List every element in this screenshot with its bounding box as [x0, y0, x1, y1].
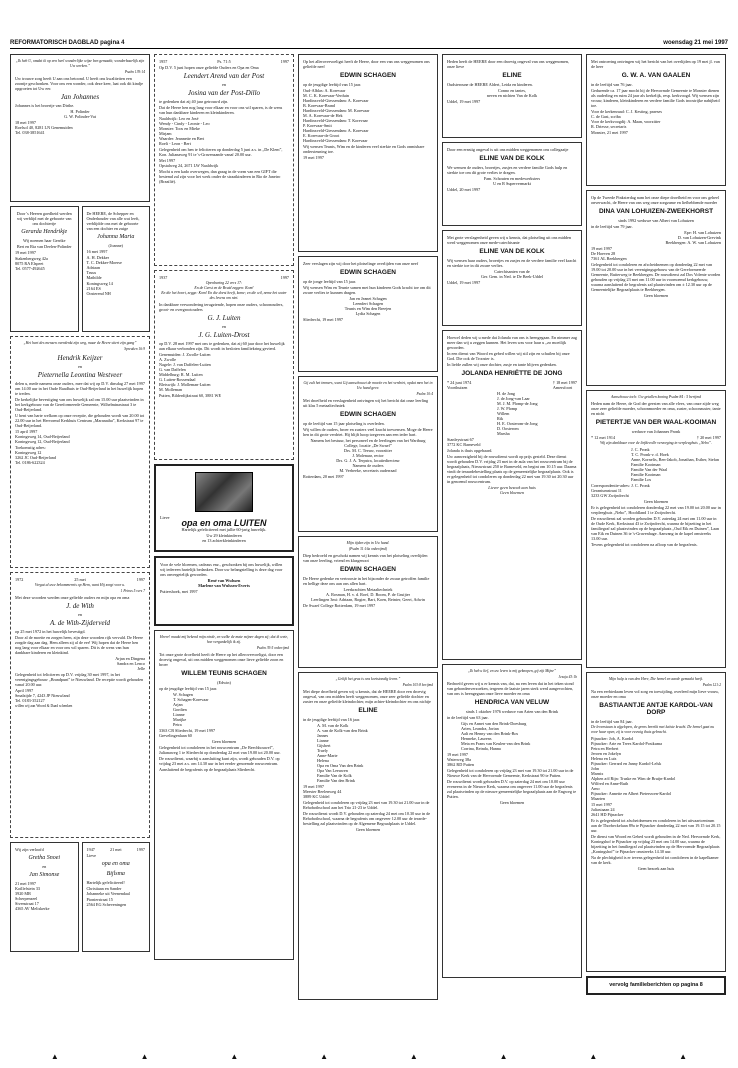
address-block: Correspondentie-adres: J. C. Pronk Geraniumstraat 11 3233 GW Zwijndrecht: [591, 483, 650, 498]
age-text: in de leeftijd van 76 jaar.: [591, 82, 633, 87]
laid-out-text: Jolanda is thuis opgebaard.: [447, 448, 493, 453]
family-names: W. Schagen T. Schagen-Korevaar Arjan Gordien Lianne Marijke Petra: [173, 692, 209, 727]
continued-notice: vervolg familieberichten op pagina 8: [586, 976, 726, 995]
column-2: [154, 54, 294, 1000]
announcement-text: Met droefheid en verslagenheid ontvingen wij het bericht dat onze leerling uit klas 5 metaaltechniek: [303, 398, 429, 408]
address-block: 21 mei 1997 Koillefstein 33 3920 MR Scherpenzeel Sivenstraat 17 4365 AV Meliskerke: [15, 881, 50, 911]
couple-title: opa en oma: [101, 861, 130, 867]
wishes-text: De Heere gedenke en vertrooste in het bijzonder de zwaar getroffen familie en hellige deze ons aan ons allen hart.: [303, 576, 430, 586]
registration-mark: ▲: [589, 1052, 598, 1061]
death-notice-willem-schagen: [154, 630, 294, 960]
widow-text: sinds 1 oktober 1976 weduwe van Arien van den Brink: [465, 709, 559, 714]
deceased-name: ELINE: [358, 707, 378, 714]
deceased-name: WILLEM TEUNIS SCHAGEN: [181, 670, 267, 677]
death-notice-eline: [298, 672, 438, 1000]
flowers-note: Geen bloemen: [499, 800, 525, 805]
family-names: H. de Jong J. de Jong-van Laar M. J. M. Plomp-de Jong J. W. Plomp Willem Rik H. E. Oosterom-de Jong D. Oosterom Marsha: [497, 391, 538, 436]
anniversary-years: [159, 275, 289, 280]
announcement-text: Tot onze grote droefheid heeft de Heere op het allerovervoeligst, door een droevig ongeval, uit ons midden weggenomen onze lieve geliefde zoon en broer: [159, 652, 284, 667]
bible-reference: 1 Petrus 5 vers 7: [120, 589, 145, 593]
birth-announcement-gerarda: [10, 206, 79, 332]
notice-date: De Swaef College Rotterdam, 19 mei 1997: [303, 603, 376, 608]
years-text: op D.V. 28 mei 1997 met ons te gedenken, dat zij 60 jaar door het huwelijk aan elkaar verbonden zijn. Dit wordt in besloten familiekring gevierd.: [159, 341, 285, 351]
thank-you-van-wulssen: [154, 556, 294, 626]
death-notice-edwin-cousins: [298, 256, 438, 372]
flowers-note: Geen bloemen: [211, 739, 237, 744]
anniversary-years: [15, 577, 145, 582]
age-text: in de leeftijd van 84 jaar.: [591, 719, 633, 724]
notice-date: 19 mei 1997: [303, 155, 324, 160]
notice-date: Uddel, 20 mei 1997: [447, 187, 481, 192]
greeting-text: Lieve: [86, 853, 97, 858]
announcement-text: Wij zijn verloofd: [15, 847, 44, 852]
memory-text: In liefde zullen wij onze dochter, zusje en tante blijven gedenken.: [447, 362, 557, 367]
address-block: 15 mei 1997 Juliastaaan 24 2641 HD Pijnacker: [591, 802, 624, 817]
service-text: Gedurende ca. 17 jaar mocht hij de Hervormde Gemeente te Monster dienen als ouderling en ruim 24 jaar als kerkelijk, resp. kerkvoogd. Wij wensen zijn vrouw, kinderen, kleinkinderen en verdere familie Gods troostrijke nabijheid toe.: [591, 88, 720, 108]
bible-quote: Openbaring 22 vers 17: En de Geest en de Bruid zeggen: Kom! En die het hoort, zegge: Kom! En die dorst heeft, kome; en die wil, neme het water des levens om niet.: [161, 281, 287, 300]
deceased-name: PIETERTJE VAN DER WAAL-KOOIMAN: [595, 419, 717, 426]
year-end: 1997: [280, 59, 289, 64]
deceased-name: ELINE: [502, 72, 522, 79]
deceased-nickname: (Edwin): [217, 680, 231, 685]
death-notice-edwin-school: [298, 376, 438, 532]
bible-quote: Mijn hulp is van den Here, Die hemel en aarde gemaakt heeft.: [608, 677, 704, 681]
anniversary-years: [87, 847, 146, 852]
deceased-name: JOLANDA HENRIËTTE DE JONG: [461, 370, 563, 377]
announcement-text: Door 's Heeren goedheid werden wij verblijd met de geboorte van ons dochtertje: [16, 211, 72, 226]
death-notice-edwin-family: [298, 54, 438, 252]
reception-text: U bent van harte welkom op onze receptie, die gehouden wordt van 20.00 tot 22.00 uur in het Hervormd Kerkhuis Centrum „Maranatha”, Kerkstraat 97 te Oud-Beijerland.: [15, 413, 145, 428]
burial-text: Aansluitend de begrafenis op de begraafplaats Sliedrecht.: [159, 767, 256, 772]
family-text: Oudsteroune de HEERE Aldert, Leida en kinderen.: [447, 82, 533, 87]
condolence-text: Gelegenheid tot condoleren op vrijdag 23 mei van 19.30 tot 21.00 uur in de Rehobothschool aan het Trio 21-23 te Uddel.: [303, 800, 430, 810]
bible-reference: Psalm 10:4: [416, 392, 433, 396]
deceased-name: ELINE VAN DE KOLK: [479, 155, 545, 162]
age-text: op de jonge leeftijd van 15 jaar.: [303, 279, 356, 284]
sibling-text: Johannes is het broertje van Dirthe.: [15, 103, 75, 108]
death-notice-eline-colleagues: [442, 142, 582, 226]
conjunction: en: [78, 612, 82, 617]
death-notice-jolanda-de-jong: [442, 330, 582, 660]
family-names: A. M. van de Kolk A. van de Kolk-van den Brink Jannes Lianne Gijsbert Truely Anne-Marie Helena Opa en Oma Van den Brink Opa Van Leeuwen Familie Van de Kolk Familie Van den Brink: [317, 723, 368, 783]
year-start: 1972: [15, 577, 24, 582]
anniversary-announcement-van-der-post: [154, 54, 294, 266]
bible-reference: Ps. 71:5: [217, 59, 231, 64]
husband-name: J. de With: [66, 602, 94, 610]
deceased-name: EDWIN SCHAGEN: [340, 411, 396, 418]
death-notice-van-gaalen: [586, 54, 726, 186]
flowers-note: Geen bloemen: [643, 293, 669, 298]
birth-announcement-pair: [10, 206, 150, 332]
address-block: Stakenbergweg 42a 8075 RA Elspeet Tel. 0577-492645: [15, 256, 48, 271]
visit-note: Geen bezoek aan huis: [637, 866, 675, 871]
year-end: 1997: [136, 577, 145, 582]
life-dates: [447, 380, 577, 390]
birth-date: * 12 mei 1914: [591, 435, 616, 440]
registration-mark: ▲: [499, 1052, 508, 1061]
condolence-text: Gelegenheid tot condoleren in het rouwcentrum „De Beechhouwel”, Julianaweg 1 te Sliedrecht op donderdag 22 mei van 19.00 tot 20.00 uur.: [159, 745, 281, 755]
gift-note: Mocht u een kado overwegen, dan graag in de vorm van een GIFT die bestemd zal zijn voor het werk onder de straatkinderen in Rio de Janeiro (Brazilië).: [159, 169, 281, 184]
announcement-text: Met grote verslagenheid geven wij u kennis, dat plotseling uit ons midden werd weggenomen onze mede-catechisante: [447, 235, 571, 245]
death-notice-eline-catechism: [442, 230, 582, 326]
announcement-text: Heden heeft de HEERE door een droevig ongeval van ons weggenomen, onze lieve: [447, 59, 569, 69]
family-names: Epe: H. van Lohuizen D. van Lohuizen-Grevink Beekbergen: A. W. van Lohuizen: [665, 230, 721, 245]
deceased-name: EDWIN SCHAGEN: [340, 566, 396, 573]
parents-names: H. Polinder G. W. Polinder-Vat: [64, 109, 96, 119]
funeral-text: De rouwdienst wordt gehouden D.V. op zaterdag 24 mei om 10.00 uur eveneens in de Nieuwe Kerk, waarna om ongeveer 11.00 uur de begrafenis zal plaatsvinden op de nieuwe gemeentelijke begraafplaats aan de Engweg te Putten.: [447, 779, 577, 799]
bible-quote: Heere! maakt mij bekend mijn einde, en welke de mate mijner dagen zij; dat ik wete, hoe vergankelijk ik zij.: [159, 635, 289, 644]
column-1: [10, 54, 150, 1000]
engagement-pair: [10, 842, 150, 952]
announcement-text: delen u, mede namens onze ouders, mee dat wij op D.V. dinsdag 27 mei 1997 om 14.00 uur in het Oude Raadhuis te Oud-Beijerland in het huwelijk hopen te treden.: [15, 381, 145, 396]
address-block: 18 mei 1997 Roelsol 40, 8281 LN Genemuiden Tel. 038-3851641: [15, 120, 73, 135]
engagement-announcement-snoei: [10, 842, 79, 952]
birth-date: * 24 juni 1974 Voorthuizen: [447, 380, 472, 390]
conjunction: en: [42, 864, 47, 869]
address-block: Pionierstraat 15 2564 EG Scheveningen: [86, 897, 127, 907]
child-nickname: (Joanne): [108, 243, 123, 248]
registration-mark: ▲: [409, 1052, 418, 1061]
funeral-text: De rouwdienst, waarbij u aansluiting kunt zijn, wordt gehouden D.V. op vrijdag 23 mei a.s. om 14.30 uur in het eerder genoemde rouwcentrum.: [159, 756, 280, 766]
years-text: te gedenken dat zij 40 jaar getrouwd zijn.: [159, 99, 229, 104]
reception-text: Gelegenheid om hen te feliciteren op donderdag 5 juni a.s. in „De Klem”, Kon. Julianaweg 91 te 's-Gravenzande vanaf 20.00 uur.: [159, 147, 283, 157]
children-names: Arjan en Dingena Sandra en Lenco Jelle: [115, 656, 145, 671]
conjunction: en: [222, 324, 226, 329]
death-notice-eline-family: [442, 54, 582, 138]
funeral-text: Uw aanwezigheid bij de rouwdienst wordt op prijs gesteld. Deze dienst wordt gehouden D.V. vrijdag 23 mei in de aula van het rouwcentrum bij de begraafplaats, Nieuwstraat 250 te Barneveld, en begint om 10.15 uur. Daarna vindt de teraardebestelling plaats op de gemeentelijke begraafplaats. Ook is er gelegenheid tot condoleren op donderdag 22 mei van 19.30 tot 20.30 uur in genoemd rouwcentrum.: [447, 454, 577, 484]
bible-quote: „Ik heb u lief, en uw leven is mij geknopen, gij zijt Mijne”: [467, 669, 557, 673]
year-start: 1947: [86, 847, 95, 852]
address-block: 19 mei 1997 Waterweg 38a 3862 RD Putten: [447, 752, 474, 767]
congrats-text: Hartelijk gefeliciteerd met jullie 60-jarig huwelijk.: [181, 527, 267, 532]
widow-text: weduwe van Johannes Pronk: [631, 429, 681, 434]
anniversary-announcement-de-with: [10, 572, 150, 838]
anniversary-date: 21 mei: [109, 847, 122, 852]
announcement-text: De HEERE, de Schepper en Onderhouder van alle wat leeft, verblijdde ons met de geboorte van een dochter en zuige: [86, 211, 140, 231]
family-names: Jan en Jeanet Schagen Leendert Schagen Teunis en Wim den Breejen Lydia Schagen: [344, 296, 392, 316]
anniversary-announcement-luiten: [154, 270, 294, 460]
announcement-text: Op D.V. 5 juni hopen onze geliefde Ouders en Opa en Oma: [159, 65, 259, 70]
colleague-names: Fam. Schouten en medewerksters U en R Supervermarkt: [483, 176, 541, 186]
wife-name: Josina van der Post-Dillo: [187, 89, 261, 97]
birth-announcement-jan-johannes: [10, 54, 150, 202]
bride-name: Gretha Snoei: [28, 855, 61, 861]
funeral-text: Gelegenheid tot condoleren en afscheidnemen op donderdag 22 mei van 19.00 tot 20.00 uur in het verenigingsgebouw van de Gereformeerde Gemeente, Ruiterweg te Beekbergen. De rouwdienst zal Dos Volente worden gehouden op vrijdag 23 mei om 11.00 uur in voornoemd kerkgebouw, waarna aansluitend de begrafenis zal plaatsvinden om ± 12.30 uur op de Gemeentelijke Begraafplaats te Beekbergen.: [591, 262, 721, 292]
condolence-text: Er is gelegenheid tot afscheidnemen en condoleren in het uitvaartcentrum aan de Thorbeckelaan 89a te Pijnacker donderdag 22 mei van 19.15 tot 20.15 uur.: [591, 818, 721, 833]
congrats-banner: opa en oma LUITEN: [181, 518, 267, 528]
anniversary-date: 25 mei: [74, 577, 86, 582]
bible-quote: Mijn tijden zijn in Uw hand.: [346, 541, 390, 545]
bible-reference: (Psalm 31:16a onberijmd): [348, 547, 388, 551]
congrats-text: Hartelijk gefeliciteerd!: [86, 880, 125, 885]
death-notice-edwin-classmates: [298, 536, 438, 668]
couple-photo: [195, 472, 253, 512]
classmate-names: Leerkrachten Metaaltechniek A. Rosman, H. v. d. Roef, D. Boom, P. de Gruijter Leerlingen 3mi: Adriaan, Rogier, Bart, Koen, Reinier, Geert, Adwin: [311, 587, 425, 602]
wife-name: A. de With-Zijderveld: [49, 619, 111, 627]
address-block: Stanleystraat 67 3772 KC Barneveld: [447, 437, 481, 447]
age-text: in de leeftijd van 63 jaar.: [447, 715, 489, 720]
children-names: Naaldwijk: Leo en José Wendy - Cindy - Leonie - Leo Monster: Toos en Mieke Mirjam Waarder: Jeannette en Bert Roeli - Leon - Bert: [159, 116, 210, 146]
death-date: † 20 mei 1997: [696, 435, 721, 440]
condolence-after-text: Tevens gelegenheid tot condoleren na afloop van de begrafenis.: [591, 542, 698, 547]
family-names: Conno en tantes, neven en nichten Van de Kolk: [486, 88, 538, 98]
parents-names: A. H. Dekker T. C. Dekker-Moerse Adriaan Truus Mathilde: [86, 255, 122, 280]
announcement-text: Op het allerovervoeligst heeft de Heere, door een van ons weggenomen ons geliefde neef: [303, 59, 430, 69]
child-nickname: Wij noemen haar Gerrike: [22, 238, 66, 243]
deceased-name: DINA VAN LOHUIZEN-ZWEEKHORST: [598, 208, 714, 215]
bible-reference: Jesaja 43:1b: [558, 675, 577, 679]
council-names: Voor de kerkenraad: C. J. Kesting, praeses C. de Gast, scriba Voor de kerkvoogdij: A. Maan, voorzitter R. Driesse, secretaris: [591, 109, 662, 129]
announcement-text: Door een ernstig ongeval is uit ons midden weggenomen ons collegaatje: [447, 147, 569, 152]
grandchildren-names: Uw 29 kleinkinderen en 13 achterkleinkinderen: [202, 533, 246, 543]
address-block: April 1997 Smalzijde 7, 4243 JP Nieuwland Tel. 0183-352127: [15, 688, 70, 703]
announcement-text: Bedroefd geven wij u er kennis van, dat, na een leven dat in het teken stond van gebondenverzoeken, tergeren de laatste jaren sterk werd aangevochten, van ons is heengegaan onze lieve moeder en oma: [447, 681, 574, 696]
announcement-text: Na een eerbiedaam leven vol zorg en toewijding, overleed mijn lieve vrouw, onze moeder en oma: [591, 689, 719, 699]
life-dates: [591, 435, 721, 440]
couple-names: René van Wulssen Marlene van Wulssen-Everts: [198, 578, 250, 588]
service-text: In een dienst van Woord en gebed willen wij stil zijn en schuilen bij onze God. Die ook de Trooster is.: [447, 351, 570, 361]
deceased-name: EDWIN SCHAGEN: [340, 72, 396, 79]
anniversary-years: [159, 59, 289, 64]
announcement-text: Uw trouwe zorg heeft U aan ons betoond. U heeft ons kwaliteiten een zoontje geschonken. Voor ons een wonder, ook deze keer, laat ook dit kindje opgroeien tot Uw eer.: [15, 76, 144, 91]
catechism-names: Catechisanten van de Ger. Gem. in Ned. te De Beek-Uddel: [481, 269, 543, 279]
age-text: op de leeftijd van 15 jaar plotseling is overleden.: [303, 421, 385, 426]
husband-name: G. J. Luiten: [207, 314, 241, 322]
condolence-text: Gelegenheid tot condoleren op vrijdag 23 mei van 19.30 tot 21.00 uur in de Nieuwe Kerk van de Hervormde Gemeente, Kerkstraat 90 te Putten.: [447, 768, 574, 778]
wedding-date-text: op 25 mei 1972 in het huwelijk bevestigd.: [15, 629, 86, 634]
family-names: Oud-Alblas: A. Korevaar M. C. K. Korevaar-Verduin Hardinxveld-Giessendam: A. Korevaar B. Korevaar-Brand Hardinxveld-Giessendam: M. Korevaar M. A. Korevaar-de Hek Hardinxveld-Giessendam: T. Korevaar P. Korevaar-Smit Hardinxveld-Giessendam: A. Korevaar E. Korevaar-de Groot Hardinxveld-Giessendam: P. Korevaar: [303, 88, 370, 143]
address-block: Mei 1997 Opstalweg 24, 2671 LW Naaldwijk: [159, 158, 219, 168]
bible-reference: Psalm 103:8 berijmd: [402, 683, 433, 687]
announcement-text: Met deze woorden werden onze geliefde ouders en mijn opa en oma: [15, 595, 130, 600]
death-notice-van-lohuizen: [586, 190, 726, 386]
column-5: [586, 54, 726, 1000]
funeral-text: De rouwdienst zal worden gehouden D.V. zaterdag 24 mei om 11.00 uur in de Oude Kerk, Kerkstraat 43 te Zwijndrecht, waarna de bijzetting in het familiegraf zal plaatsvinden op de begraafplaats „Oud Eik en Duinen”, Laan van Eik en Duinen 36 te 's-Gravenhage. Aanvang in de kapel omstreeks 13.00 uur.: [591, 516, 720, 541]
groom-name: Hendrik Keijzer: [57, 354, 103, 362]
age-text: in de leeftijd van 79 jaar.: [591, 224, 633, 229]
family-names: J. C. Pronk T. C. Pronk-v. d. Hoek Anne, Kornelis, Ben-Jakob, Jonathan, Esther, Stefan Familie Kooiman Familie Van der Waal Familie Kooiman Familie Los: [631, 447, 719, 482]
wishes-text: Dat de Heere hen nog lang voor elkaar en voor ons wil sparen, is de wens van hun dankbare kinderen en kleinkinderen.: [159, 105, 283, 115]
condolence-after-text: Na de plechtigheid is er tevens gelegenheid tot condoleren in de kapelkamer van de kerk.: [591, 855, 719, 865]
wishes-text: Wij willen de ouders, broer en zusters veel kracht toewensen. Moge de Heere hen in dit grote verdriet. Hij blijft hoop toegeven aan een ieder hart.: [303, 427, 433, 437]
wishes-text: Wij wensen haar ouders, broertjes en zusjes en de verdere familie veel kracht en sterkte toe in dit zware verlies.: [447, 258, 577, 268]
wife-name: J. G. Luiten-Drost: [198, 331, 250, 339]
bible-quote: „Het hart des mensen overdenkt zijn weg, maar de Heere stiert zijn gang”: [23, 341, 137, 345]
announcement-text: Heden nam de Heere, de God der geesten van alle vlees, van onze zijde weg onze zeer geliefde moeder, schoonmoeder en oma, zuster, schoonzuster, tante en nicht: [591, 401, 721, 416]
children-names: Genemuiden: J. Zwolle-Luiten A. Zwolle Nagele: J. van Daffelen-Luiten G. van Daffelen Middelburg: R. M. Luiten G. Luiten-Rossendaal Bleiswijk: J. Molleman-Luiten M. Molleman: [159, 352, 211, 392]
anniversary-announcement-bijlsma: [82, 842, 151, 952]
notice-date: Rotterdam, 20 mei 1997: [303, 474, 344, 479]
bible-quote: Aanschouw toch: Uw getallen koning Psalm 84 : 5 berijmd: [611, 395, 701, 399]
funeral-text: De dienst van Woord en Gebed wordt gehouden in de Ned. Hervormde Kerk, Koningshof te Pijnacker op vrijdag 23 mei om 14.00 uur, waarna de bijzetting in het familiegraf zal plaatsvinden op de Hervormde Begraafplaats „Koningshof” te Pijnacker omstreeks 14.30 uur.: [591, 834, 721, 854]
family-names: Pijnacker: Job, A. Kardol Pijnacker: Arie en Trees Kardol-Postkuma Petra en Herbert Jeroen en Jokelyn Helena en Luis Pijnacker: Gerrard en Janny Kardol-Lelsk John Marnix Alphen a/d Rijn: Truske en Wim de Bruijn-Kardol Wilfred en Anne-Ruth Arno Pijnacker: Annette en Albert Pieterswen-Kardol Maarten: [591, 736, 676, 801]
wishes-text: Door al de moeite en zorgen heen, zijn deze woorden rijk vervuld. De Heere zorgde dag aan dag. Hem alleen zij al de eer! Wij hopen dat de Heere hen nog lang voor elkaar en voor ons wil sparen. Dit is de wens van hun dankbare kinderen en kleinkind.: [15, 635, 143, 655]
notice-date: Monster, 21 mei 1997: [591, 130, 628, 135]
widow-text: sinds 1992 weduwe van Albert van Lohuizen: [618, 218, 694, 223]
registration-mark: ▲: [320, 1052, 329, 1061]
year-start: 1937: [159, 275, 168, 280]
ceremony-text: De kerkelijke bevestiging van ons huwelijk zal om 15.00 uur plaatsvinden in het kerkgebouw van de Gereformeerde Gemeente, Wilhelminastraat 3 te Oud-Beijerland.: [15, 397, 144, 412]
wishes-text: Wij wensen Teunis, Wim en de kinderen veel sterkte en Gods onmisbare ondersteuning toe.: [303, 144, 425, 154]
notice-date: Sliedrecht, 19 mei 1997: [303, 317, 344, 322]
deceased-name: EDWIN SCHAGEN: [340, 269, 396, 276]
family-names: Gijs en Annet van den Brink-Doesburg Arien, Leandra, Jorian Aalt en Henny van den Brink-Bos Henneke, Laurens Meta en Frans van Keulen-van den Brink Corrina, Reinda, Hanna: [461, 721, 531, 751]
address-block: 19 mei 1997 De Hoeven 28 7361 AL Beekbergen: [591, 246, 627, 261]
wishes-text: Wij wensen Wim en Teunie samen met hun kinderen Gods kracht toe om dit zware verlies te kunnen dragen.: [303, 285, 431, 295]
gift-note: willen wij aan Woord & Daad schenken: [15, 704, 73, 708]
announcement-text: Op de Tweede Pinksterdag nam het onze diepe droefheid en voor ons geheel onverwacht, de Heere van ons weg onze zorgzame en liefhebbende moeder: [591, 195, 720, 205]
thanks-text: Voor de vele bloemen, cadeaus enz., geschonken bij ons huwelijk, willen wij iedereen hartelijk bedanken. Door uw belangstelling is deze dag voor ons onvergetelijk geworden.: [160, 562, 283, 577]
gratitude-text: Wij zijn dankbaar voor de liefdevolle verzorging in verpleeghuis „Nebo”.: [600, 441, 712, 445]
condolence-text: Er is gelegenheid tot condoleren donderdag 22 mei van 19.00 tot 20.00 uur in verpleeghuis „Nebo”, Hoofdland 1 te Zwijndrecht.: [591, 505, 721, 515]
registration-mark: ▲: [140, 1052, 149, 1061]
announcement-text: In dankbare verwondering terugziende, hopen onze ouders, schoonouders, groot- en overgrootouders: [159, 302, 284, 312]
announcement-text: Met ontroering ontvingen wij het bericht van het overlijden op 19 mei jl. van de heer: [591, 59, 720, 69]
year-end: 1997: [280, 275, 289, 280]
child-name: Johanna Maria: [97, 234, 135, 240]
flowers-note: Geen bloemen: [643, 499, 669, 504]
funeral-text: De rouwdienst wordt D.V. gehouden op zaterdag 24 mei om 10.30 uur in de Rehobothschool, waarna de begrafenis om ongeveer 12.00 uur de terarde-bestelling zal plaatsvinden op de Algemene Begraafplaats te Uddel.: [303, 811, 431, 826]
death-notice-kardol: [586, 672, 726, 972]
wishes-text: We wensen de ouders, broertjes, zusjes en verdere familie Gods hulp en sterkte toe om dit grote verlies te dragen.: [447, 165, 568, 175]
age-text: op de jeugdige leeftijd van 15 jaar.: [303, 82, 362, 87]
future-address: Toekomstig adres: Koningsweg 12 3262 JC Oud-Beijerland Tel. 0186-622324: [15, 445, 56, 465]
birth-date: 16 mei 1997: [86, 249, 108, 254]
death-notice-hendrica-van-veluw: [442, 664, 582, 978]
address-block: 19 mei 1997 Meester Beelenweg 44 3889 KC Uddel: [303, 784, 342, 799]
address-block: Koningsweg 14 2164 ES Oosterend NH: [86, 281, 113, 296]
bible-quote: „Ik heb U, omdat ik op een heel wonderlijke wijze ben gemaakt; wonderbaarlijk zijn Uw werken.”: [15, 59, 145, 68]
couple-surname: Bijlsma: [106, 871, 125, 877]
parents-names: Bert en Ria van Deelen-Polinder: [16, 244, 72, 249]
deceased-name: HENDRICA VAN VELUW: [474, 699, 550, 706]
husband-name: Leendert Arend van der Post: [183, 72, 265, 80]
year-start: 1957: [159, 59, 168, 64]
age-text: in de jeugdige leeftijd van 16 jaar.: [303, 717, 361, 722]
child-name: Gerarda Hendrikje: [21, 229, 68, 235]
deceased-name: G. W. A. VAN GAALEN: [621, 72, 691, 79]
deceased-name: ELINE VAN DE KOLK: [479, 248, 545, 255]
place-date: Puttershoek, mei 1997: [160, 589, 198, 594]
poem-text: De levenstaan is afgelopen, de grens bereikt met luitste kracht. De hemel gaat nu voor haar open, zij is voor eeuwig thuis gebracht.: [591, 725, 715, 734]
birth-announcement-johanna: [82, 206, 151, 332]
registration-mark: ▲: [230, 1052, 239, 1061]
announcement-columns: [10, 54, 728, 1000]
address-block: 15 april 1997 Koningsweg 14, Oud-Beijerland Koningsweg 12, Oud-Beijerland: [15, 429, 70, 444]
flowers-note: Liever geen bezoek aan huis Geen bloemen: [488, 485, 536, 495]
conjunction: en: [78, 364, 82, 369]
bible-quote: Vergat al uwe bekommernis op Hem, want Hij zorgt voor u.: [34, 583, 126, 587]
registration-marks: [10, 1052, 728, 1061]
announcement-text: Zeer verslagen zijn wij door het plotselinge overlijden van onze neef: [303, 261, 419, 266]
registration-mark: ▲: [679, 1052, 688, 1061]
column-3: [298, 54, 438, 1000]
congratulation-luiten: [154, 464, 294, 552]
deceased-name: BASTIAANTJE ANTJE KARDOL-VAN DORP: [599, 702, 713, 716]
page-header: [10, 38, 728, 49]
bible-reference: Psalm 121:2: [702, 683, 721, 687]
notice-date: Uddel, 19 mei 1997: [447, 99, 481, 104]
registration-mark: ▲: [50, 1052, 59, 1061]
bible-reference: Spreuken 16:9: [124, 347, 145, 351]
wedding-announcement-keijzer: [10, 336, 150, 568]
conjunction: en: [222, 82, 226, 87]
age-text: op de jeugdige leeftijd van 15 jaar.: [159, 686, 218, 691]
bible-quote: Gij zult het immers, want Gij aanschouwt de moeite en het verdriet, opdat men het in Uw hand geve.: [303, 381, 433, 390]
address-block: Putten, Bilderdijkstraat 60, 3881 WE: [159, 393, 222, 398]
flowers-note: Geen bloemen: [355, 827, 381, 832]
groom-name: Jan Simonse: [29, 872, 60, 878]
death-notice-van-der-waal: [586, 390, 726, 668]
announcement-text: Met diepe droefheid geven wij u kennis, dat de HEERE door een droevig ongeval, van ons midden heeft weggenomen, onze zeer geliefde dochter en zuster en onze geliefde kleindochter, mijn achter-kleindochter en ons nichtje: [303, 689, 431, 704]
bride-name: Pieternella Leontina Westveer: [37, 371, 123, 379]
death-date: † 18 mei 1997 Amersfoort: [552, 380, 577, 390]
reception-text: Gelegenheid tot feliciteren op D.V. vrijdag 30 mei 1997, in het verenigingsgebouw „Brandpunt” te Nieuwland. De receptie wordt gehouden vanaf 20.00 uur.: [15, 672, 144, 687]
birth-date: 19 mei 1997: [15, 250, 36, 255]
bible-reference: Psalm 139:14: [124, 70, 145, 74]
school-names: Namens het bestuur, het personeel en de leerlingen van het Wartburg College, locatie „De Swaef” Drs. M. C. Teeuw, voorzitter J. Molenaar, rector Drs. G. J. A. Terpstra, locatiedirecteur Namens de ouders M. Verbeeke, secretaris ouderraad: [310, 438, 426, 473]
column-4: [442, 54, 582, 1000]
year-end: 1997: [136, 847, 145, 852]
greeting-text: Lieve: [160, 515, 170, 520]
child-name: Jan Johannes: [60, 93, 100, 101]
announcement-text: Hoewel deden wij u mede dat Jolanda van ons is heengegaan. En nimmer zag meer dan wij u zeggen kunnen. Het leven was voor haar u „zo moeilijk geworden.: [447, 335, 578, 350]
bible-reference: Psalm 39:5 onberijmd: [256, 646, 289, 650]
address-block: 3363 CB Sliedrecht, 19 mei 1997 Grevelingenlaan 60: [159, 728, 216, 738]
newspaper-title: REFORMATORISCH DAGBLAD pagina 4: [10, 40, 125, 46]
announcement-text: Diep bedroefd en geschokt namen wij kennis van het plotseling overlijden van onze leerling, vriend en klasgenoot: [303, 553, 428, 563]
bible-quote: „Gelijk het gras is ons kortstondig leven.”: [335, 677, 401, 681]
grandchildren-names: Christiaan en Sander Johanneke uit Veenendaal: [86, 886, 130, 896]
page-date: woensdag 21 mei 1997: [663, 40, 728, 46]
notice-date: Uddel, 19 mei 1997: [447, 280, 481, 285]
